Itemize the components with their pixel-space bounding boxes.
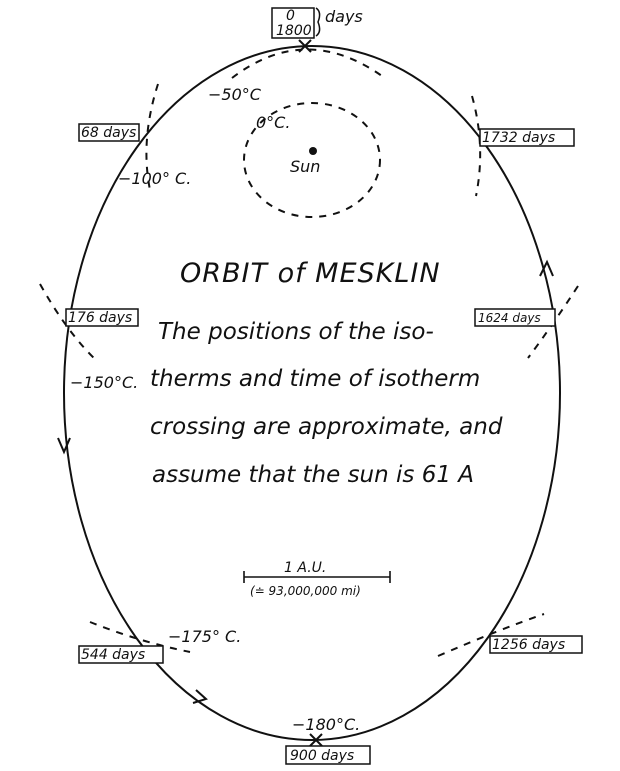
isotherm-label-minus100: −100° C. [118, 169, 192, 188]
isotherm-minus50-arc [232, 49, 382, 78]
isotherm-minus100-right [472, 96, 480, 196]
day-label-900: 900 days [290, 748, 355, 764]
day-label-544: 544 days [81, 647, 146, 663]
note-line-4: assume that the sun is 61 A [152, 462, 475, 488]
day-label-1732: 1732 days [482, 130, 556, 146]
time-marker-top-upper: 0 [286, 8, 295, 24]
isotherm-label-minus175: −175° C. [168, 627, 242, 646]
scale-sublabel: (≐ 93,000,000 mi) [250, 584, 361, 598]
isotherm-label-minus150: −150°C. [70, 373, 139, 392]
time-marker-top-unit: days [325, 7, 363, 26]
orbit-arrow-bottom [193, 690, 206, 703]
diagram-title: ORBIT of MESKLIN [180, 258, 441, 289]
isotherm-label-minus50: −50°C [208, 85, 261, 104]
note-line-2: therms and time of isotherm [150, 366, 481, 392]
isotherm-label-0: 0°C. [256, 113, 291, 132]
day-label-1624: 1624 days [478, 311, 541, 325]
time-marker-top-brace [316, 8, 320, 36]
day-label-1256: 1256 days [492, 637, 566, 653]
isotherm-label-minus180: −180°C. [292, 715, 361, 734]
scale-label: 1 A.U. [284, 560, 327, 576]
day-label-68: 68 days [81, 125, 137, 141]
sun-label: Sun [290, 157, 321, 176]
note-line-3: crossing are approximate, and [150, 414, 503, 440]
note-line-1: The positions of the iso- [158, 319, 434, 345]
day-label-176: 176 days [68, 310, 133, 326]
sun-dot [309, 147, 317, 155]
time-marker-top-lower: 1800 [276, 23, 312, 39]
